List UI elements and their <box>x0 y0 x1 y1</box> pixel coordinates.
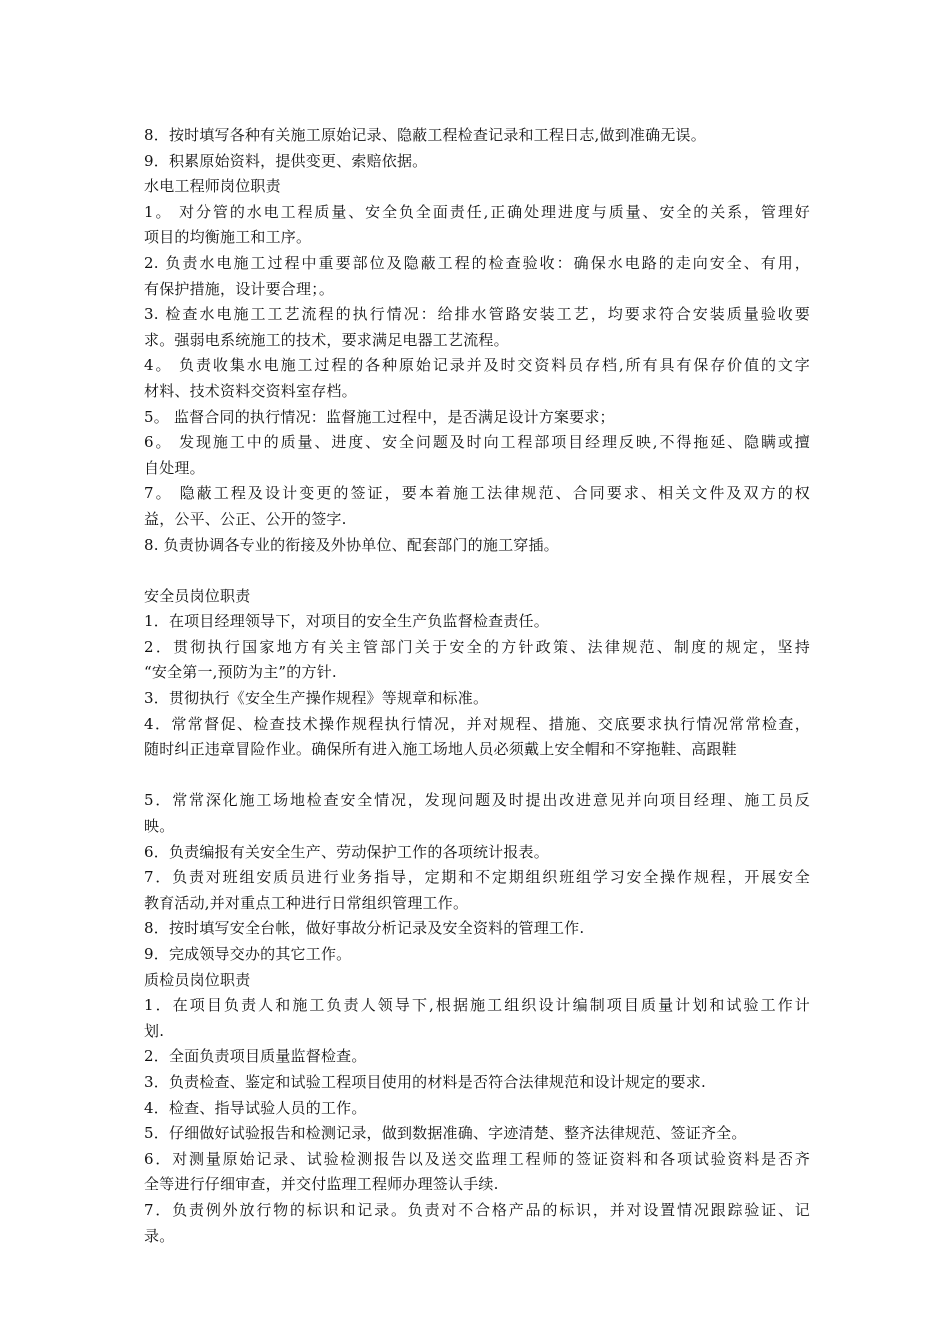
blank-line <box>144 763 810 789</box>
paragraph <box>144 865 810 916</box>
paragraph-line: 映。 <box>144 817 175 836</box>
paragraph <box>144 200 810 251</box>
paragraph <box>144 1198 810 1249</box>
paragraph <box>144 302 810 353</box>
paragraph <box>144 788 810 839</box>
paragraph-line: 7．负责对班组安质员进行业务指导，定期和不定期组织班组学习安全操作规程，开展安全 <box>144 868 810 887</box>
document-body <box>144 123 810 1249</box>
paragraph-line: 质检员岗位职责 <box>144 970 251 989</box>
paragraph-line: 7．负责例外放行物的标识和记录。负责对不合格产品的标识，并对设置情况跟踪验证、记 <box>144 1200 810 1219</box>
paragraph-line: “安全第一,预防为主”的方针. <box>144 663 337 682</box>
paragraph-line: 有保护措施，设计要合理；。 <box>144 279 335 298</box>
text-line <box>144 123 810 149</box>
paragraph-line: 随时纠正违章冒险作业。确保所有进入施工场地人员必须戴上安全帽和不穿拖鞋、高跟鞋 <box>144 740 737 759</box>
paragraph-line: 划. <box>144 1021 165 1040</box>
paragraph-line: 求。强弱电系统施工的技术，要求满足电器工艺流程。 <box>144 330 509 349</box>
paragraph <box>144 1147 810 1198</box>
paragraph-line: 3. 检查水电施工工艺流程的执行情况：给排水管路安装工艺，均要求符合安装质量验收要 <box>144 305 810 324</box>
paragraph-line: 1．在项目经理领导下，对项目的安全生产负监督检查责任。 <box>144 612 549 631</box>
paragraph-line: 1．在项目负责人和施工负责人领导下,根据施工组织设计编制项目质量计划和试验工作计 <box>144 996 810 1015</box>
paragraph-line: 4。 负责收集水电施工过程的各种原始记录并及时交资料员存档,所有具有保存价值的文字 <box>144 356 810 375</box>
paragraph-line: 9．积累原始资料，提供变更、索赔依据。 <box>144 151 428 170</box>
text-line <box>144 405 810 431</box>
text-line <box>144 1121 810 1147</box>
paragraph-line: 材料、技术资料交资料室存档。 <box>144 381 357 400</box>
paragraph <box>144 251 810 302</box>
paragraph-line: 全等进行仔细审查，并交付监理工程师办理签认手续. <box>144 1175 499 1194</box>
paragraph-line: 6。 发现施工中的质量、进度、安全问题及时向工程部项目经理反映,不得拖延、隐瞒或擅 <box>144 433 810 452</box>
text-line <box>144 916 810 942</box>
text-line <box>144 968 810 994</box>
text-line <box>144 942 810 968</box>
paragraph <box>144 430 810 481</box>
paragraph-line: 3．负责检查、鉴定和试验工程项目使用的材料是否符合法律规范和设计规定的要求. <box>144 1072 706 1091</box>
text-line <box>144 1044 810 1070</box>
paragraph-line: 6．对测量原始记录、试验检测报告以及送交监理工程师的签证资料和各项试验资料是否齐 <box>144 1149 810 1168</box>
text-line <box>144 686 810 712</box>
paragraph <box>144 481 810 532</box>
paragraph-line: 安全员岗位职责 <box>144 586 251 605</box>
paragraph-line: 6．负责编报有关安全生产、劳动保护工作的各项统计报表。 <box>144 842 549 861</box>
paragraph-line: 4．检查、指导试验人员的工作。 <box>144 1098 367 1117</box>
blank-line <box>144 558 810 584</box>
text-line <box>144 149 810 175</box>
paragraph-line: 7。 隐蔽工程及设计变更的签证，要本着施工法律规范、合同要求、相关文件及双方的权 <box>144 484 810 503</box>
paragraph-line: 录。 <box>144 1226 175 1245</box>
paragraph-line: 5．常常深化施工场地检查安全情况，发现问题及时提出改进意见并向项目经理、施工员反 <box>144 791 810 810</box>
text-line <box>144 609 810 635</box>
paragraph-line: 益，公平、公正、公开的签字. <box>144 509 347 528</box>
paragraph-line: 水电工程师岗位职责 <box>144 177 281 196</box>
text-line <box>144 174 810 200</box>
paragraph-line: 8．按时填写各种有关施工原始记录、隐蔽工程检查记录和工程日志,做到准确无误。 <box>144 126 706 144</box>
paragraph-line: 项目的均衡施工和工序。 <box>144 228 312 247</box>
text-line <box>144 1070 810 1096</box>
paragraph-line: 2. 负责水电施工过程中重要部位及隐蔽工程的检查验收：确保水电路的走向安全、有用， <box>144 253 810 272</box>
paragraph-line: 5。 监督合同的执行情况：监督施工过程中，是否满足设计方案要求； <box>144 407 615 426</box>
paragraph-line: 8. 负责协调各专业的衔接及外协单位、配套部门的施工穿插。 <box>144 535 559 554</box>
paragraph-line: 3．贯彻执行《安全生产操作规程》等规章和标准。 <box>144 689 489 708</box>
paragraph-line: 9．完成领导交办的其它工作。 <box>144 945 352 963</box>
paragraph-line: 4．常常督促、检查技术操作规程执行情况，并对规程、措施、交底要求执行情况常常检查， <box>144 714 810 733</box>
paragraph-line: 2．全面负责项目质量监督检查。 <box>144 1047 367 1066</box>
text-line <box>144 584 810 610</box>
paragraph <box>144 712 810 763</box>
paragraph-line: 5．仔细做好试验报告和检测记录，做到数据准确、字迹清楚、整齐法律规范、签证齐全。 <box>144 1124 747 1143</box>
paragraph <box>144 993 810 1044</box>
text-line <box>144 533 810 559</box>
paragraph-line: 2．贯彻执行国家地方有关主管部门关于安全的方针政策、法律规范、制度的规定，坚持 <box>144 637 810 656</box>
text-line <box>144 840 810 866</box>
paragraph <box>144 635 810 686</box>
paragraph <box>144 353 810 404</box>
paragraph-line: 自处理。 <box>144 458 205 477</box>
paragraph-line: 1。 对分管的水电工程质量、安全负全面责任,正确处理进度与质量、安全的关系，管理好 <box>144 202 810 221</box>
paragraph-line: 8．按时填写安全台帐，做好事故分析记录及安全资料的管理工作. <box>144 919 585 938</box>
text-line <box>144 1096 810 1122</box>
paragraph-line: 教育活动,并对重点工种进行日常组织管理工作。 <box>144 893 469 912</box>
